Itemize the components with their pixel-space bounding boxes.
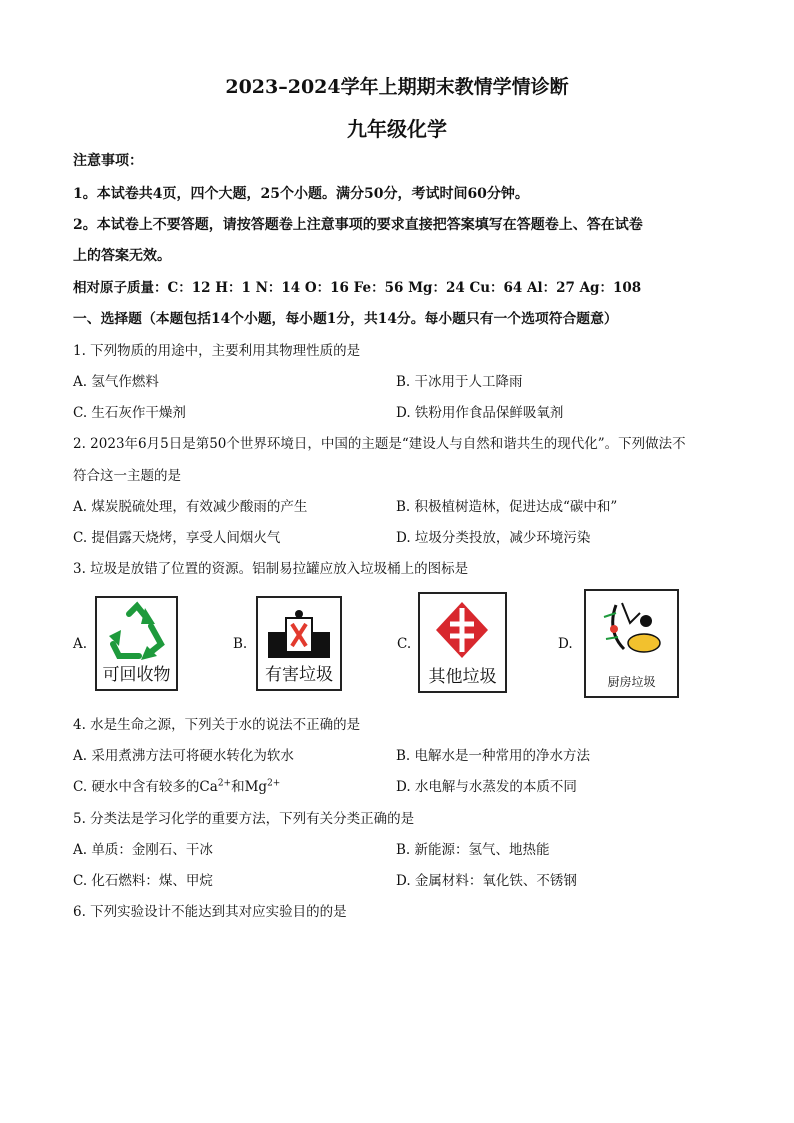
kitchen-waste-bin-label: 厨房垃圾 [607, 675, 656, 689]
question-2-option-b: B. 积极植树造林，促进达成“碳中和” [396, 499, 618, 515]
question-5-stem: 5. 分类法是学习化学的重要方法，下列有关分类正确的是 [73, 811, 415, 827]
question-3-stem: 3. 垃圾是放错了位置的资源。铝制易拉罐应放入垃圾桶上的图标是 [73, 561, 469, 577]
kitchen-waste-bin-icon [584, 589, 679, 698]
question-5-option-c: C. 化石燃料：煤、甲烷 [73, 873, 213, 889]
other-waste-bin-label: 其他垃圾 [428, 667, 497, 687]
question-3-label-a: A. [73, 636, 88, 652]
notice-item-1: 1。本试卷共4页，四个大题，25个小题。满分50分，考试时间60分钟。 [73, 186, 529, 202]
question-4-option-d: D. 水电解与水蒸发的本质不同 [396, 779, 577, 795]
question-4-option-a: A. 采用煮沸方法可将硬水转化为软水 [73, 748, 294, 764]
exam-subtitle: 九年级化学 [347, 117, 447, 141]
question-5-option-b: B. 新能源：氢气、地热能 [396, 842, 550, 858]
question-3-label-b: B. [233, 636, 248, 652]
question-4-option-c-prefix: C. 硬水中含有较多的Ca [73, 779, 218, 795]
question-1-stem: 1. 下列物质的用途中，主要利用其物理性质的是 [73, 343, 361, 359]
question-6-stem: 6. 下列实验设计不能达到其对应实验目的的是 [73, 904, 347, 920]
hazardous-icon [258, 604, 340, 668]
question-2-option-c: C. 提倡露天烧烤，享受人间烟火气 [73, 530, 281, 546]
notice-item-2-line-1: 2。本试卷上不要答题，请按答题卷上注意事项的要求直接把答案填写在答题卷上、答在试卷 [73, 217, 643, 233]
other-waste-icon [420, 598, 505, 668]
question-3-label-d: D. [558, 636, 573, 652]
question-4-option-c [73, 775, 280, 795]
question-5-option-d: D. 金属材料：氧化铁、不锈钢 [396, 873, 577, 889]
other-waste-bin-icon [418, 592, 507, 693]
atomic-masses: 相对原子质量：C：12 H：1 N：14 O：16 Fe：56 Mg：24 Cu：64 Al：27 Ag：108 [73, 280, 642, 296]
question-3-label-c: C. [397, 636, 412, 652]
question-2-option-a: A. 煤炭脱硫处理，有效减少酸雨的产生 [73, 499, 308, 515]
question-1-option-c: C. 生石灰作干燥剂 [73, 405, 186, 421]
question-1-option-b: B. 干冰用于人工降雨 [396, 374, 523, 390]
recyclable-bin-label: 可回收物 [102, 665, 171, 685]
question-2-stem-line-1: 2. 2023年6月5日是第50个世界环境日，中国的主题是“建设人与自然和谐共生的现代化”。下列做法不 [73, 436, 686, 452]
question-2-option-d: D. 垃圾分类投放，减少环境污染 [396, 530, 591, 546]
magnesium-charge: 2+ [267, 778, 281, 789]
exam-title: 2023–2024学年上期期末教情学情诊断 [225, 76, 569, 98]
hazardous-bin-icon [256, 596, 342, 691]
recyclable-bin-icon [95, 596, 178, 691]
calcium-charge: 2+ [217, 778, 232, 789]
question-4-stem: 4. 水是生命之源，下列关于水的说法不正确的是 [73, 717, 361, 733]
question-1-option-a: A. 氢气作燃料 [73, 374, 159, 390]
question-2-stem-line-2: 符合这一主题的是 [73, 468, 181, 484]
question-5-option-a: A. 单质：金刚石、干冰 [73, 842, 213, 858]
section-1-heading: 一、选择题（本题包括14个小题，每小题1分，共14分。每小题只有一个选项符合题意） [73, 311, 618, 327]
notice-item-2-line-2: 上的答案无效。 [73, 248, 171, 264]
kitchen-waste-icon [586, 593, 677, 669]
hazardous-bin-label: 有害垃圾 [265, 665, 333, 685]
question-4-option-b: B. 电解水是一种常用的净水方法 [396, 748, 591, 764]
question-1-option-d: D. 铁粉用作食品保鲜吸氧剂 [396, 405, 564, 421]
notice-heading: 注意事项： [73, 153, 143, 169]
question-4-option-c-mid: 和Mg [231, 779, 268, 795]
